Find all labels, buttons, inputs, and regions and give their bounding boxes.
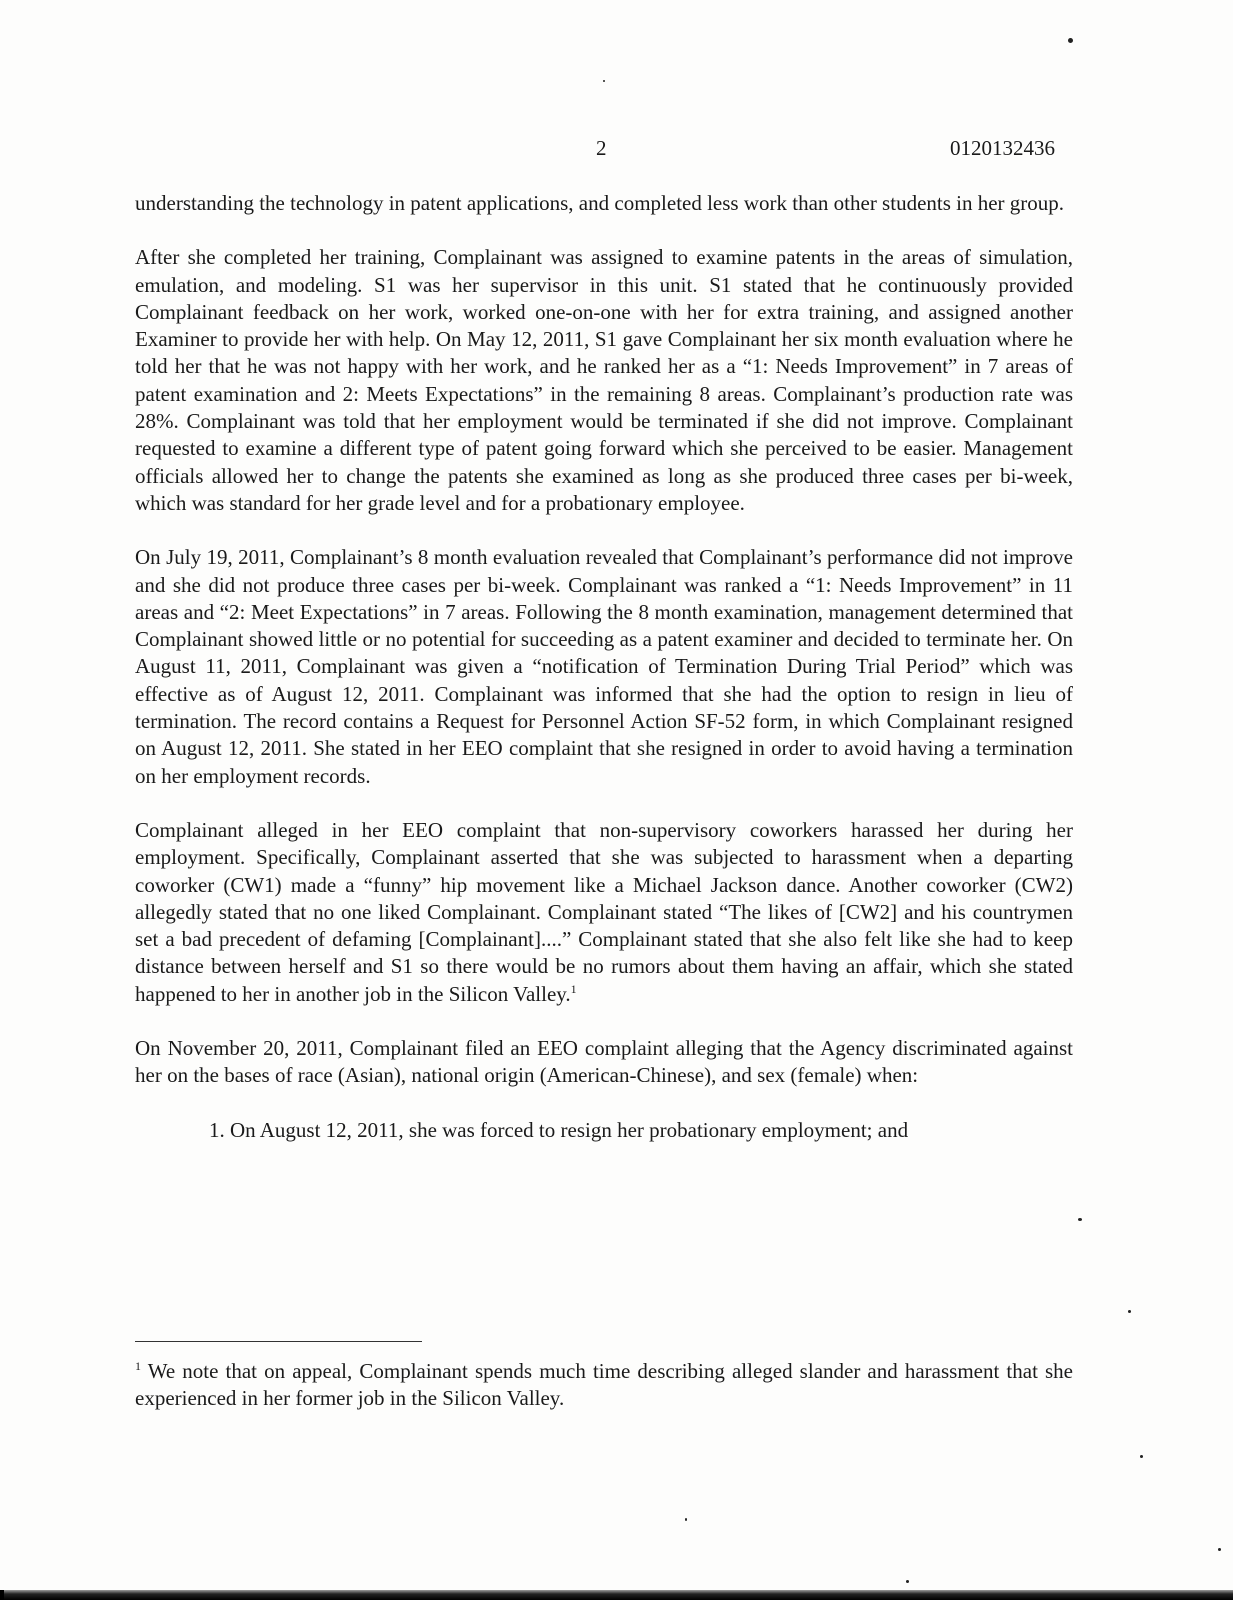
paragraph-eight-month-evaluation: On July 19, 2011, Complainant’s 8 month evaluation revealed that Complainant’s performance did not improve and she did not produce three cases per bi-week. Complainant was ranked a “1: Needs Improvement” in 11 areas and “2: Meet Expectations” in 7 areas. Following the 8 month examination, management determined that Complainant showed little or no potential for succeeding as a patent examiner and decided to terminate her. On August 11, 2011, Complainant was given a “notification of Termination During Trial Period” which was effective as of August 12, 2011. Complainant was informed that she had the option to resign in lieu of termination. The record contains a Request for Personnel Action SF-52 form, in which Complainant resigned on August 12, 2011. She stated in her EEO complaint that she resigned in order to avoid having a termination on her employment records.	[135, 545, 1073, 788]
paragraph-training-evaluation: After she completed her training, Complainant was assigned to examine patents in the areas of simulation, emulation, and modeling. S1 was her supervisor in this unit. S1 stated that he continuously provided Complainant feedback on her work, worked one-on-one with her for extra training, and assigned another Examiner to provide her with help. On May 12, 2011, S1 gave Complainant her six month evaluation where he told her that he was not happy with her work, and he ranked her as a “1: Needs Improvement” in 7 areas of patent examination and 2: Meets Expectations” in the remaining 8 areas. Complainant’s production rate was 28%. Complainant was told that her employment would be terminated if she did not improve. Complainant requested to examine a different type of patent going forward which she perceived to be easier. Management officials allowed her to change the patents she examined as long as she produced three cases per bi-week, which was standard for her grade level and for a probationary employee.	[135, 245, 1073, 515]
scan-speck	[1140, 1455, 1143, 1458]
claim-list-item: 1. On August 12, 2011, she was forced to resign her probationary employment; and	[209, 1117, 909, 1142]
scan-corner-mark	[0, 1590, 4, 1600]
scan-speck	[1078, 1218, 1082, 1221]
footnote-marker: 1	[135, 1359, 141, 1373]
scan-speck	[1128, 1310, 1131, 1313]
scan-speck	[906, 1580, 909, 1583]
page-number: 2	[596, 136, 607, 160]
scan-speck	[1218, 1548, 1221, 1551]
footnote-divider	[135, 1341, 422, 1342]
scan-speck	[1068, 38, 1073, 43]
paragraph-continuation: understanding the technology in patent applications, and completed less work than other students in her group.	[135, 191, 1065, 215]
footnote	[135, 1358, 1073, 1413]
paragraph-harassment-text: Complainant alleged in her EEO complaint that non-supervisory coworkers harassed her during her employment. Specifically, Complainant asserted that she was subjected to harassment when a departing coworker (CW1) made a “funny” hip movement like a Michael Jackson dance. Another coworker (CW2) allegedly stated that no one liked Complainant. Complainant stated “The likes of [CW2] and his countrymen set a bad precedent of defaming [Complainant]....” Complainant stated that she also felt like she had to keep distance between herself and S1 so there would be no rumors about them having an affair, which she stated happened to her in another job in the Silicon Valley.	[135, 817, 1073, 1006]
scan-speck	[603, 80, 605, 82]
scan-bottom-edge	[0, 1590, 1233, 1600]
footnote-text: We note that on appeal, Complainant spends much time describing alleged slander and harassment that she experienced in her former job in the Silicon Valley.	[135, 1359, 1073, 1411]
page-header	[0, 136, 1233, 166]
footnote-reference[interactable]: 1	[570, 981, 577, 996]
document-body	[135, 190, 1073, 1158]
scan-speck	[685, 1518, 687, 1521]
paragraph-harassment	[135, 817, 1073, 1008]
paragraph-complaint-filed: On November 20, 2011, Complainant filed an EEO complaint alleging that the Agency discriminated against her on the bases of race (Asian), national origin (American-Chinese), and sex (female) when:	[135, 1036, 1073, 1088]
docket-number: 0120132436	[950, 136, 1055, 160]
